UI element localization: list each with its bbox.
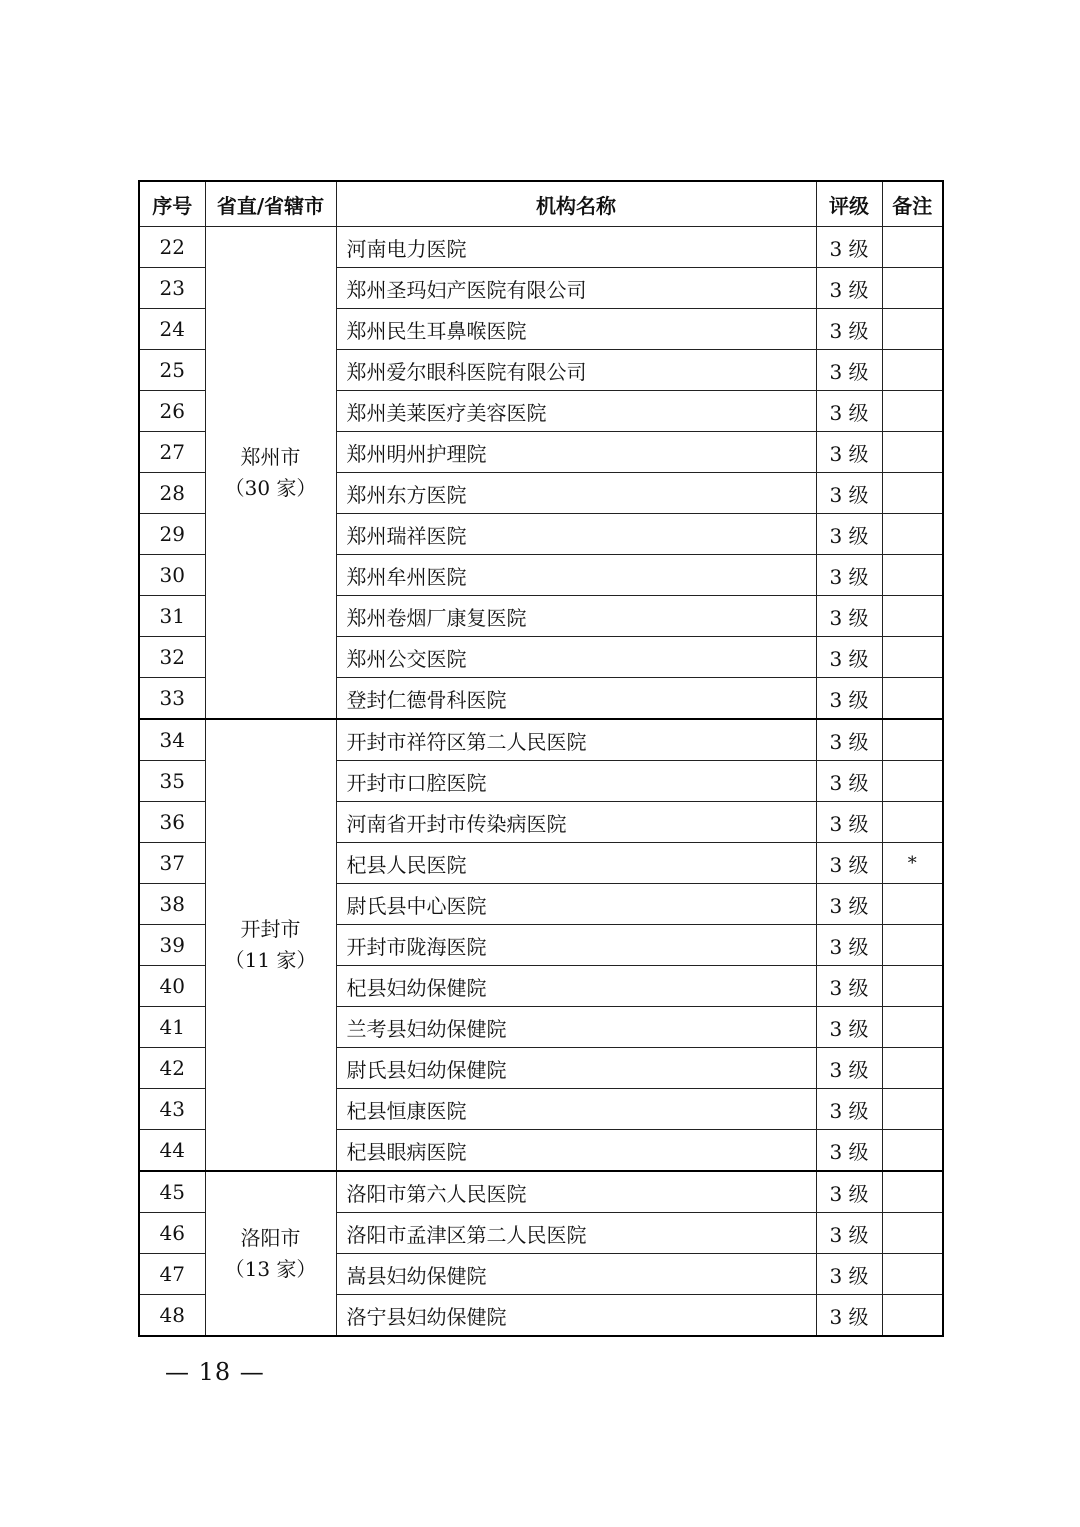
region-cell	[205, 719, 336, 1171]
note-cell	[882, 391, 943, 432]
institution-name: 登封仁德骨科医院	[336, 678, 816, 720]
region-count: （11 家）	[224, 948, 317, 972]
row-index: 40	[139, 966, 205, 1007]
region-cell	[205, 227, 336, 720]
row-index: 24	[139, 309, 205, 350]
table-row	[139, 227, 943, 268]
institution-name: 杞县恒康医院	[336, 1089, 816, 1130]
grade-cell: 3 级	[816, 309, 882, 350]
institution-name: 嵩县妇幼保健院	[336, 1254, 816, 1295]
row-index: 28	[139, 473, 205, 514]
row-index: 43	[139, 1089, 205, 1130]
row-index: 27	[139, 432, 205, 473]
note-cell	[882, 555, 943, 596]
grade-cell: 3 级	[816, 1254, 882, 1295]
row-index: 41	[139, 1007, 205, 1048]
institution-name: 洛宁县妇幼保健院	[336, 1295, 816, 1337]
grade-cell: 3 级	[816, 1089, 882, 1130]
note-cell	[882, 719, 943, 761]
row-index: 44	[139, 1130, 205, 1172]
grade-cell: 3 级	[816, 966, 882, 1007]
row-index: 22	[139, 227, 205, 268]
note-cell	[882, 884, 943, 925]
region-name: 洛阳市	[240, 1225, 301, 1250]
institution-name: 尉氏县妇幼保健院	[336, 1048, 816, 1089]
region-count: （30 家）	[224, 475, 317, 500]
grade-cell: 3 级	[816, 514, 882, 555]
row-index: 37	[139, 843, 205, 884]
institution-name: 河南电力医院	[336, 227, 816, 268]
grade-cell: 3 级	[816, 1048, 882, 1089]
table-row	[139, 719, 943, 761]
institution-name: 洛阳市第六人民医院	[336, 1171, 816, 1213]
note-cell	[882, 350, 943, 391]
row-index: 35	[139, 761, 205, 802]
institution-name: 郑州圣玛妇产医院有限公司	[336, 268, 816, 309]
row-index: 48	[139, 1295, 205, 1337]
grade-cell: 3 级	[816, 925, 882, 966]
note-cell	[882, 514, 943, 555]
region-count: （13 家）	[224, 1256, 317, 1281]
note-cell	[882, 678, 943, 720]
region-cell	[205, 1171, 336, 1336]
institution-name: 郑州牟州医院	[336, 555, 816, 596]
institution-name: 尉氏县中心医院	[336, 884, 816, 925]
institution-name: 郑州美莱医疗美容医院	[336, 391, 816, 432]
grade-cell: 3 级	[816, 1130, 882, 1172]
grade-cell: 3 级	[816, 802, 882, 843]
note-cell	[882, 1130, 943, 1172]
row-index: 32	[139, 637, 205, 678]
grade-cell: 3 级	[816, 473, 882, 514]
region-name: 郑州市	[240, 444, 301, 469]
grade-cell: 3 级	[816, 884, 882, 925]
institution-name: 郑州公交医院	[336, 637, 816, 678]
institution-name: 兰考县妇幼保健院	[336, 1007, 816, 1048]
note-cell	[882, 227, 943, 268]
grade-cell: 3 级	[816, 843, 882, 884]
institution-name: 开封市陇海医院	[336, 925, 816, 966]
note-cell	[882, 1171, 943, 1213]
note-cell	[882, 802, 943, 843]
grade-cell: 3 级	[816, 268, 882, 309]
note-cell	[882, 637, 943, 678]
note-cell	[882, 1295, 943, 1337]
header-note: 备注	[882, 181, 943, 227]
institution-name: 郑州东方医院	[336, 473, 816, 514]
note-cell	[882, 596, 943, 637]
grade-cell: 3 级	[816, 719, 882, 761]
note-cell	[882, 1048, 943, 1089]
grade-cell: 3 级	[816, 1213, 882, 1254]
row-index: 31	[139, 596, 205, 637]
row-index: 23	[139, 268, 205, 309]
region-name: 开封市	[240, 917, 301, 941]
row-index: 45	[139, 1171, 205, 1213]
institution-name: 洛阳市孟津区第二人民医院	[336, 1213, 816, 1254]
grade-cell: 3 级	[816, 432, 882, 473]
row-index: 38	[139, 884, 205, 925]
institution-name: 郑州卷烟厂康复医院	[336, 596, 816, 637]
institution-name: 郑州瑞祥医院	[336, 514, 816, 555]
grade-cell: 3 级	[816, 596, 882, 637]
row-index: 39	[139, 925, 205, 966]
institution-name: 河南省开封市传染病医院	[336, 802, 816, 843]
grade-cell: 3 级	[816, 1295, 882, 1337]
institution-table	[138, 180, 944, 1337]
grade-cell: 3 级	[816, 678, 882, 720]
row-index: 26	[139, 391, 205, 432]
institution-name: 开封市口腔医院	[336, 761, 816, 802]
header-grade: 评级	[816, 181, 882, 227]
note-cell	[882, 761, 943, 802]
note-cell	[882, 1007, 943, 1048]
grade-cell: 3 级	[816, 555, 882, 596]
institution-name: 杞县人民医院	[336, 843, 816, 884]
institution-name: 郑州明州护理院	[336, 432, 816, 473]
page-number: — 18 —	[165, 1358, 265, 1386]
institution-name: 杞县眼病医院	[336, 1130, 816, 1172]
grade-cell: 3 级	[816, 350, 882, 391]
row-index: 42	[139, 1048, 205, 1089]
note-cell	[882, 1213, 943, 1254]
header-row	[139, 181, 943, 227]
grade-cell: 3 级	[816, 1007, 882, 1048]
row-index: 47	[139, 1254, 205, 1295]
note-cell	[882, 268, 943, 309]
note-cell	[882, 432, 943, 473]
table-header	[139, 181, 943, 227]
grade-cell: 3 级	[816, 637, 882, 678]
row-index: 25	[139, 350, 205, 391]
table-body	[139, 227, 943, 1337]
grade-cell: 3 级	[816, 1171, 882, 1213]
note-cell	[882, 309, 943, 350]
note-cell	[882, 925, 943, 966]
institution-name: 杞县妇幼保健院	[336, 966, 816, 1007]
note-cell: *	[882, 843, 943, 884]
header-region: 省直/省辖市	[205, 181, 336, 227]
institution-name: 郑州民生耳鼻喉医院	[336, 309, 816, 350]
note-cell	[882, 473, 943, 514]
header-name: 机构名称	[336, 181, 816, 227]
row-index: 30	[139, 555, 205, 596]
note-cell	[882, 1089, 943, 1130]
institution-name: 郑州爱尔眼科医院有限公司	[336, 350, 816, 391]
row-index: 29	[139, 514, 205, 555]
header-index: 序号	[139, 181, 205, 227]
row-index: 33	[139, 678, 205, 720]
note-cell	[882, 1254, 943, 1295]
row-index: 46	[139, 1213, 205, 1254]
grade-cell: 3 级	[816, 761, 882, 802]
grade-cell: 3 级	[816, 227, 882, 268]
note-cell	[882, 966, 943, 1007]
row-index: 34	[139, 719, 205, 761]
table-row	[139, 1171, 943, 1213]
institution-name: 开封市祥符区第二人民医院	[336, 719, 816, 761]
grade-cell: 3 级	[816, 391, 882, 432]
row-index: 36	[139, 802, 205, 843]
